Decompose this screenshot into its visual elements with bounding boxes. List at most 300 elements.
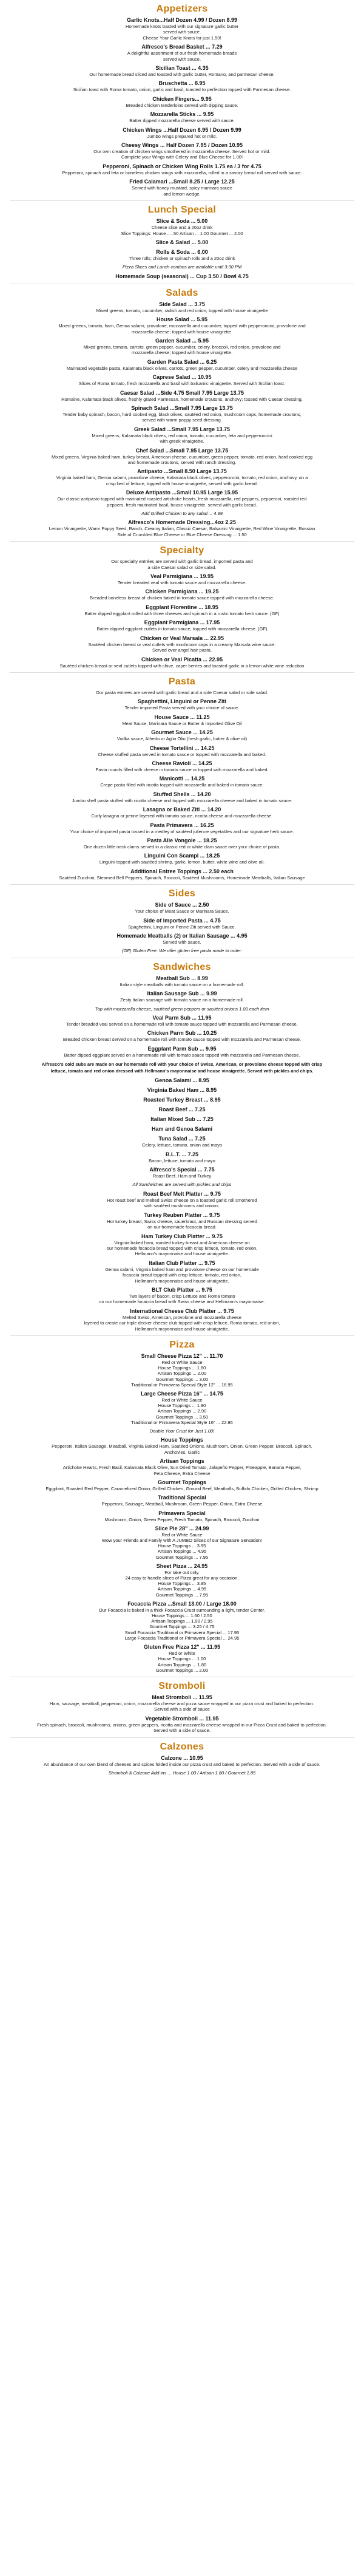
item-description: Served with a side of sauce. [153,1728,211,1734]
pizza-line: Red or White Sauce [161,1397,203,1403]
item-description: Tender breaded veal served on a homemade roll with tomato sauce topped with mozzarella and Parmesan cheese. [66,1021,298,1027]
pizza-line: House Toppings ... 3.95 [158,1543,206,1549]
section-title: Calzones [160,1741,204,1752]
menu-item [4,1755,360,1767]
item-description: peppers, fresh marinated basil, house vinaigrette, served with garlic bread. [107,502,257,508]
item-name: Ham and Genoa Salami [151,1126,213,1133]
item-description: Celery, lettuce, tomato, onion and mayo [141,1142,222,1148]
pizza-line: House Toppings ... 1.90 [158,1403,206,1409]
menu-item [4,519,360,537]
section-divider [10,1737,354,1738]
item-name: Chef Salad ...Small 7.95 Large 13.75 [135,447,229,454]
pizza-line: Red or White [169,1651,195,1657]
pizza-block [4,1391,360,1425]
menu-item [4,837,360,850]
menu-item [4,714,360,726]
pizza-line: Large Focaccia Traditional or Primavera Special ... 24.95 [124,1635,240,1641]
item-description: Tender breaded veal with tomato sauce and mozzarella cheese. [117,580,247,586]
section-calzones [4,1742,360,1776]
menu-item [4,338,360,356]
item-description: mozzarella cheese; topped with house vinaigrette. [131,350,233,356]
item-name: Rolls & Soda ... 6.00 [156,248,208,255]
item-name: Chicken Parm Sub ... 10.25 [147,1030,217,1037]
item-name: Spaghettini, Linguini or Penne Ziti [138,698,226,705]
menu-item [4,822,360,834]
item-description: Slices of Roma tomato, fresh mozzarella and basil with balsamic vinaigrette. Served with Sicilian toast. [78,381,286,387]
item-description: Breaded chicken tenderloins served with dipping sauce. [126,102,238,108]
item-description: focaccia bread topped with crisp lettuce, tomato, red onion, [123,1272,241,1278]
pizza-name: Primavera Special [158,1510,206,1516]
menu-item [4,760,360,772]
menu-item [4,1116,360,1123]
section-sandwiches [4,962,360,1332]
menu-item [4,975,360,987]
menu-item [4,405,360,423]
section-title: Sandwiches [153,961,211,972]
item-name: Alfresco's Homemade Dressing...4oz 2.25 [128,519,236,526]
item-name: House Toppings [161,1437,203,1443]
item-description: Linguini topped with sautéed shrimp, garlic, lemon, butter, white wine and olive oil. [99,859,265,865]
item-description: Homemade knots basted with our signature garlic butter [126,24,238,29]
menu-item [4,573,360,585]
item-name: Pasta Alle Vongole ... 18.25 [147,837,217,843]
item-name: Gourmet Toppings [158,1479,206,1486]
section-divider [10,884,354,885]
pizza-name: Sheet Pizza ... 24.95 [156,1562,208,1569]
item-description: mozzarella cheese; topped with house vinaigrette. [131,329,233,335]
section-note: (GF) Gluten Free. We offer gluten free pasta made to order. [121,948,242,954]
menu [0,4,364,1776]
menu-item [4,127,360,139]
item-description: Batter dipped mozzarella cheese served with sauce. [129,118,235,124]
menu-item [4,163,360,175]
item-description: Side of Crumbled Blue Cheese or Blue Cheese Dressing ... 1.50 [117,531,247,537]
item-description: Anchovies, Garlic [164,1449,200,1455]
menu-item [4,1087,360,1094]
pizza-line: For take out only. [164,1569,200,1575]
item-name: Mozzarella Sticks ... 9.95 [150,111,214,118]
item-description: Sautéed chicken breast or veal cutlets with mushroom caps in a creamy Marsala wine sauce. [88,641,276,647]
item-description: Sautéed chicken breast or veal cutlets topped with chive, caper berries and toasted garlic in a lemon white wine reduction [59,663,305,669]
item-description: Romaine, Kalamata black olives, freshly grated Parmesan, homemade croutons, anchovy; tossed with Caesar dressing. [61,396,303,402]
menu-item [4,448,360,466]
item-name: Caesar Salad ...Side 4.75 Small 7.95 Large 13.75 [120,389,244,396]
item-description: layered to create our triple decker cheese club topped with crisp lettuce, Roma tomato, red onion, [84,1320,280,1326]
item-description: Crepe pasta filled with ricotta topped with mozzarella and baked in tomato sauce. [100,782,264,788]
item-description: Mixed greens, tomato, cucumber, radish and red onion; topped with house vinaigrette [96,307,268,313]
item-name: Slice & Soda ... 5.00 [156,218,208,225]
spacer [4,570,360,571]
pizza-line: Gourmet Toppings ... 3.25 / 4.75 [149,1624,215,1630]
item-name: Meatball Sub ... 8.99 [156,975,208,981]
menu-item [4,17,360,41]
item-description: Pepperoni, Italian Sausage, Meatball, Virginia Baked Ham, Sautéed Onions, Mushroom, Onion, Green Pepper, Broccoli, Spinach, [52,1443,312,1450]
pizza-line: Artisan Toppings ... 2.00 [157,1371,207,1377]
item-description: Served with sauce. [163,939,201,945]
pizza-block [4,1525,360,1560]
item-description: Fresh spinach, broccoli, mushrooms, onions, green peppers, ricotta and mozzarella cheese wrapped in our Pizza Crust and baked to perfection. [37,1722,327,1728]
pizza-name: Large Cheese Pizza 16" ... 14.75 [141,1390,223,1397]
section-pizza [4,1340,360,1673]
pizza-line: Artisan Toppings ... 1.90 / 2.95 [151,1618,213,1624]
section-pasta [4,676,360,881]
menu-item [4,468,360,486]
item-name: Fried Calamari ...Small 8.25 / Large 12.25 [129,179,235,185]
item-name: Stuffed Shells ... 14.20 [153,791,211,797]
menu-item [4,44,360,62]
cold-subs-note-line: Alfresco's cold subs are made on our homemade roll with your choice of Swiss, American, or provolone cheese topped with crisp [41,1061,323,1068]
pizza-line: Gourmet Toppings ... 7.95 [155,1592,209,1598]
pizza-line: Artisan Toppings ... 4.95 [157,1586,207,1592]
pizza-line: Pepperoni, Sausage, Meatball, Mushroom, Green Pepper, Onion, Extra Cheese [101,1501,263,1507]
section-specialty [4,545,360,669]
menu-item [4,218,360,236]
menu-item [4,142,360,160]
item-description: Two layers of bacon, crisp Lettuce and Roma tomato [129,1293,235,1299]
pizza-block [4,1563,360,1598]
menu-item [4,656,360,669]
menu-item [4,1126,360,1133]
menu-item [4,1287,360,1305]
cold-subs-note [4,1061,360,1074]
item-name: House Salad ... 5.95 [156,316,208,323]
item-name: Spinach Salad ...Small 7.95 Large 13.75 [131,404,233,411]
item-description: Our own creation of chicken wings smothered in mozzarella cheese. Served hot or mild. [93,149,271,155]
menu-item [4,1716,360,1734]
menu-item [4,179,360,197]
pizza-line: House Toppings ... 3.95 [158,1581,206,1587]
menu-item [4,1479,360,1491]
section-note: Top with mozzarella cheese, sautéed green peppers or sautéed onions 1.00 each item [95,1006,269,1012]
menu-item [4,1136,360,1148]
item-description: served with sauce. [163,29,201,35]
item-description: Roast Beef, Ham and Turkey [152,1173,212,1179]
item-name: Cheesy Wings ... Half Dozen 7.95 / Dozen 10.95 [121,142,243,149]
item-description: Cheese Your Garlic Knots for just 1.50! [143,35,221,41]
item-description: Your choice of imported pasta tossed in a medley of sautéed julienne vegetables and our signature herb sauce. [70,828,294,834]
section-title: Pasta [168,676,196,687]
item-name: Veal Parmigiana ... 19.95 [150,573,214,580]
pizza-name: Traditional Special [158,1494,206,1501]
item-description: Vodka sauce, Alfredo or Aglio Olio (fresh garlic, butter & olive oil) [116,736,248,742]
menu-item [4,902,360,914]
item-name: Vegetable Stromboli ... 11.95 [145,1715,219,1722]
item-description: Marinated vegetable pasta, Kalamata black olives, carrots, green pepper, cucumber, celery and mozzarella cheese [66,365,298,371]
item-name: International Cheese Club Platter ... 9.75 [130,1307,234,1314]
item-description: Served with honey mustard, spicy marinara sauce [132,185,232,191]
section-title: Pizza [169,1339,195,1350]
section-note: Pizza Slices and Lunch combos are available until 3:30 PM [122,264,242,270]
pizza-line: Artisan Toppings ... 2.90 [157,1408,207,1414]
item-name: Chicken or Veal Picatta ... 22.95 [141,656,223,663]
item-name: Cheese Tortellini ... 14.25 [149,745,215,751]
section-lead: a side Caesar salad or side salad. [147,564,217,570]
item-description: Bacon, lettuce, tomato and mayo [149,1157,215,1164]
item-name: Veal Parm Sub ... 11.95 [152,1015,212,1021]
menu-item [4,1437,360,1455]
item-name: Turkey Reuben Platter ... 9.75 [144,1211,220,1218]
menu-item [4,374,360,386]
item-description: Served with a side of sauce [154,1706,210,1712]
item-description: Artichoke Hearts, Fresh Basil, Kalamata Black Olive, Sun Dried Tomato, Jalapeño Pepper, Pineapple, Banana Pepper, [62,1465,302,1471]
item-description: served with sauce. [163,56,201,62]
menu-item [4,249,360,261]
item-description: crisp bed of lettuce, topped with house vinaigrette, served with garlic bread. [106,480,258,486]
pizza-line: Artisan Toppings ... 1.80 [157,1661,207,1668]
item-description: Your choice of Meat Sauce or Marinara Sauce. [135,908,229,915]
pizza-line: Gourmet Toppings ... 7.95 [155,1554,209,1560]
section-title: Appetizers [156,4,208,14]
item-name: Italian Club Platter ... 9.75 [149,1259,215,1266]
item-name: Virginia Baked Ham ... 8.95 [147,1087,217,1094]
item-description: Meat Sauce, Marinara Sauce or Butter & Imported Olive Oil [122,720,242,726]
menu-item [4,1030,360,1042]
item-name: Eggplant Parm Sub ... 9.95 [147,1045,217,1052]
item-name: Garlic Knots...Half Dozen 4.99 / Dozen 8.99 [126,17,238,23]
item-description: Batter dipped eggplant rolled with three cheeses and spinach in a rustic tomato herb sauce. (GF) [84,610,280,616]
item-name: Pepperoni, Spinach or Chicken Wing Rolls 1.75 ea / 3 for 4.75 [103,163,261,169]
item-name: Antipasto ...Small 8.50 Large 13.75 [137,468,227,475]
item-name: Cheese Ravioli ... 14.25 [152,760,212,766]
pizza-line: Red or White Sauce [161,1359,203,1365]
pizza-block [4,1353,360,1388]
item-name: Roast Beef ... 7.25 [158,1106,206,1113]
menu-item [4,933,360,945]
item-name: Lasagna or Baked Ziti ... 14.20 [143,806,221,813]
section-title: Stromboli [158,1680,206,1691]
item-description: with sautéed mushrooms and onions. [144,1203,220,1209]
section-note: Double Your Crust for Just 1.00! [149,1428,215,1434]
section-divider [10,1335,354,1336]
pizza-line: House Toppings ... 1.60 [158,1365,206,1371]
item-description: Lemon Vinaigrette, Warm Poppy Seed, Ranch, Creamy Italian, Classic Caesar, Balsamic Vinaigrette, Red Wine Vinaigrette, Russian [49,526,315,532]
pizza-line: Red or White Sauce [161,1532,203,1538]
pizza-name: Small Cheese Pizza 12" ... 11.70 [141,1352,223,1359]
menu-item [4,990,360,1003]
item-name: Pasta Primavera ... 16.25 [150,822,214,828]
item-name: BLT Club Platter ... 9.75 [152,1286,212,1293]
menu-item [4,80,360,92]
item-description: Complete your Wings with Celery and Blue Cheese for 1.00! [121,154,243,160]
item-description: Breaded chicken breast served on a homemade roll with tomato sauce topped with mozzarella and Parmesan cheese. [62,1037,302,1043]
item-description: Slice Toppings: House ... .50 Artisan ... 1.00 Gourmet ... 2.00 [121,230,243,236]
item-name: Bruschetta ... 8.95 [158,80,206,87]
section-stromboli [4,1681,360,1734]
item-name: Slice & Salad ... 5.00 [155,239,209,245]
menu-item [4,853,360,865]
item-name: Garden Salad ... 5.95 [155,337,209,344]
item-name: Calzone ... 10.95 [161,1754,203,1761]
item-name: Roasted Turkey Breast ... 8.95 [143,1097,221,1103]
item-description: and homemade croutons, served with ranch dressing. [127,460,237,465]
menu-item [4,868,360,881]
menu-item [4,1458,360,1476]
menu-item [4,729,360,741]
item-description: Tender imported Pasta served with your choice of sauce. [124,705,240,711]
item-description: Pasta rounds filled with cheese in tomato sauce or topped with mozzarella and baked. [95,766,269,772]
menu-item [4,390,360,402]
item-description: Mixed greens, tomato, ham, Genoa salami, provolone, mozzarella and cucumber, topped with pepperoncini, provolone and [58,323,306,329]
menu-item [4,604,360,616]
item-description: Virginia baked ham, Genoa salami, provolone cheese, Kalamata black olives, pepperoncini, tomato, red onion, anchovy, on a [56,475,308,481]
pizza-line: Artisan Toppings ... 4.95 [157,1549,207,1555]
item-description: One dozen little neck clams served in a classic red or white clam sauce over your choice of pasta. [83,843,281,850]
item-description: Sicilian toast with Roma tomato, onion, garlic and basil, toasted to perfection topped with Parmesan cheese. [73,87,291,93]
item-description: Hellmann's mayonnaise and house vinaigrette. [135,1326,229,1332]
item-name: Italian Sausage Sub ... 9.99 [147,990,217,997]
pizza-name: Gluten Free Pizza 12" ... 11.95 [143,1644,221,1651]
item-description: Melted Swiss, American, provolone and mozzarella cheese [123,1314,241,1320]
item-description: Tender baby spinach, bacon, hard cooked egg, black olives, sautéed red onion, mushroom caps, homemade croutons, [62,411,302,417]
section-divider [10,672,354,673]
item-name: Chicken Parmigiana ... 19.25 [145,588,219,595]
pizza-line: Gourmet Toppings ... 3.50 [155,1414,209,1420]
pizza-block [4,1601,360,1641]
item-description: and lemon wedge. [163,191,201,197]
item-description: Zesty Italian sausage with tomato sauce on a homemade roll. [120,997,244,1003]
menu-item [4,1097,360,1103]
item-description: Jumbo shell pasta stuffed with ricotta cheese and topped with mozzarella cheese and baked in tomato sauce. [72,797,292,803]
section-lead: Our specialty entrées are served with garlic bread, imported pasta and [111,559,253,565]
menu-item [4,1077,360,1084]
item-description: our homemade focaccia bread topped with crisp lettuce, tomato, red onion, [106,1245,258,1251]
menu-item [4,359,360,371]
item-description: Cheese slice and a 20oz drink [151,225,213,231]
section-divider [10,200,354,201]
section-lead: Our pasta entrees are served with garlic bread and a side Caesar salad or side salad. [96,689,268,695]
pizza-line: Small Focaccia Traditional or Primavera Special ... 17.95 [124,1629,240,1635]
pizza-line: House Toppings ... 1.60 / 2.50 [152,1613,212,1619]
item-name: Homemade Meatballs (2) or Italian Sausage ... 4.95 [116,933,248,939]
item-name: Sicilian Toast ... 4.35 [155,65,209,72]
menu-item [4,619,360,632]
item-description: Virginia baked ham, roasted turkey breast and American cheese on [114,1239,250,1245]
item-description: Mixed greens, tomato, carrots, green pepper, cucumber, celery, broccoli, red onion, provolone and [83,344,281,350]
item-name: Genoa Salami ... 8.95 [155,1077,209,1084]
item-name: B.L.T. ... 7.25 [165,1151,199,1157]
section-lunch [4,205,360,280]
item-name: Garden Pasta Salad ... 6.25 [147,358,217,365]
section-note: Add Grilled Chicken to any salad ... 4.99 [141,511,223,517]
item-name: Greek Salad ...Small 7.95 Large 13.75 [133,426,231,432]
item-name: Italian Mixed Sub ... 7.25 [150,1116,214,1123]
item-name: Additional Entree Toppings ... 2.50 each [130,868,234,874]
menu-item [4,1015,360,1027]
menu-item [4,239,360,246]
item-name: Side of Sauce ... 2.50 [155,902,209,908]
item-description: Spaghettini, Linguini or Penne Ziti served with Sauce. [128,924,236,930]
item-description: on our homemade focaccia bread with Swiss cheese and Hellmann's mayonnaise. [99,1299,265,1305]
item-description: Three rolls; chicken or spinach rolls and a 20oz drink [129,255,235,261]
item-name: Eggplant Florentine ... 18.95 [146,604,218,610]
menu-item [4,698,360,710]
item-description: Our classic antipasto topped with marinated roasted artichoke hearts, fresh mozzarella, red peppers, pepperoni, roasted red [57,496,307,502]
cold-subs-note-line: lettuce, tomato and red onion dressed with Hellmann's mayonnaise and house vinaigrette. Served with pickles and chips. [50,1068,314,1074]
menu-item [4,918,360,930]
menu-item [4,1308,360,1332]
item-description: Our homemade bread sliced and toasted with garlic butter, Romano, and parmesan cheese. [89,72,275,78]
menu-item [4,65,360,77]
pizza-line: Our Focaccia is baked in a thick Focaccia Crust surrounding a light, tender Center. [99,1607,265,1613]
menu-item [4,745,360,757]
item-description: Jumbo wings prepared hot or mild. [147,133,217,139]
item-name: Roast Beef Melt Platter ... 9.75 [143,1190,221,1197]
item-description: Italian style meatballs with tomato sauce on a homemade roll. [120,981,244,987]
item-name: Caprese Salad ... 10.95 [152,374,212,381]
menu-item [4,588,360,601]
item-description: Curly lasagna or penne layered with tomato sauce, ricotta cheese and mozzarella cheese. [91,813,273,819]
pizza-line: Wow your Friends and Family with A JUMBO Slices of our Signature Sensation! [101,1538,263,1544]
pizza-line: Mushroom, Onion, Green Pepper, Fresh Tomato, Spinach, Broccoli, Zucchini [104,1516,260,1522]
pizza-block [4,1494,360,1507]
menu-item [4,426,360,445]
pizza-name: Slice Pie 28" ... 24.99 [155,1525,209,1532]
menu-item [4,1212,360,1230]
item-name: Side of Imported Pasta ... 4.75 [143,917,221,924]
section-appetizers [4,4,360,197]
pizza-line: Gourmet Toppings ... 2.00 [155,1667,209,1673]
item-name: Meat Stromboli ... 11.95 [152,1694,212,1700]
menu-item [4,111,360,123]
item-name: Homemade Soup (seasonal) ... Cup 3.50 / Bowl 4.75 [115,273,249,279]
item-name: Deluxe Antipasto ...Small 10.95 Large 15.95 [126,489,238,496]
item-description: Eggplant, Roasted Red Pepper, Caramelized Onion, Grilled Chicken, Ground Beef, Meatballs, Buffalo Chicken, Grilled Chicken, Shrimp [46,1486,318,1492]
section-title: Specialty [160,545,204,556]
menu-item [4,1106,360,1113]
spacer [4,695,360,697]
item-name: Eggplant Parmigiana ... 17.95 [144,619,220,626]
menu-item [4,489,360,508]
item-name: Alfresco's Bread Basket ... 7.29 [141,44,223,50]
section-sides [4,888,360,954]
menu-item [4,1233,360,1257]
item-description: Batter dipped eggplant cutlets in tomato sauce, topped with mozzarella cheese. (GF) [96,626,268,632]
section-note: All Sandwiches are served with pickles and chips [132,1182,232,1188]
item-description: Cheese stuffed pasta served in tomato sauce or topped with mozzarella and baked. [98,751,266,757]
item-name: Chicken Fingers... 9.95 [152,95,212,102]
pizza-line: House Toppings ... 1.00 [158,1656,206,1662]
pizza-line: Traditional or Primavera Special Style 12" ... 16.95 [131,1382,233,1388]
item-name: House Sauce ... 11.25 [154,714,210,720]
item-name: Manicotti ... 14.25 [159,775,205,782]
item-description: Breaded boneless breast of chicken baked in tomato sauce topped with mozzarella cheese. [90,595,274,601]
item-description: Ham, sausage, meatball, pepperoni, onion, mozzarella cheese and pizza sauce wrapped in our pizza crust and baked to perfection. [49,1700,315,1706]
item-description: served with warm poppy seed dressing. [142,417,222,423]
section-title: Salads [166,287,198,298]
pizza-block [4,1644,360,1673]
menu-item [4,1046,360,1058]
item-name: Linguini Con Scampi ... 18.25 [144,853,220,859]
item-description: Pepperoni, spinach and feta or boneless chicken wings with mozzarella, rolled in a savory bread roll served with sauce. [62,169,302,175]
menu-item [4,301,360,313]
section-salads [4,288,360,538]
pizza-line: Traditional or Primavera Special Style 16" ... 22.95 [131,1419,233,1425]
item-description: Hot turkey breast, Swiss cheese, sauerkraut, and Russian dressing served [107,1218,257,1224]
item-description: with greek vinaigrette. [160,438,204,445]
menu-item [4,1694,360,1712]
pizza-line: Gourmet Toppings ... 3.00 [155,1376,209,1382]
item-description: Genoa salami, Virginia baked ham and provolone cheese on our homemade [105,1266,259,1272]
menu-item [4,273,360,280]
menu-item [4,806,360,819]
menu-item [4,1191,360,1209]
menu-item [4,1167,360,1179]
pizza-name: Focaccia Pizza ...Small 13.00 / Large 18.00 [127,1600,237,1607]
menu-item [4,635,360,653]
item-name: Side Salad ... 3.75 [159,301,205,307]
menu-item [4,1151,360,1164]
item-name: Artisan Toppings [160,1458,204,1465]
